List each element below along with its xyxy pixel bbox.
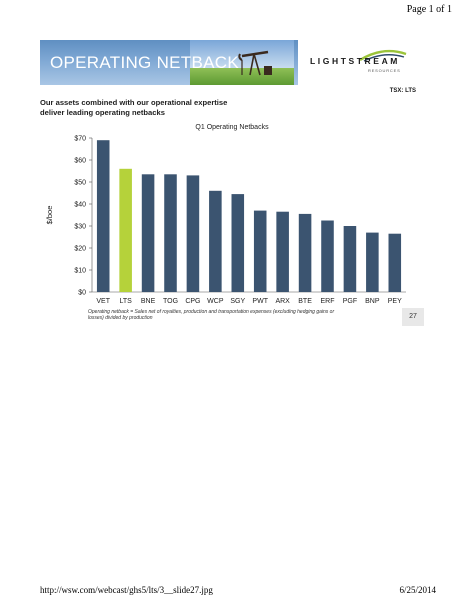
x-tick-label: VET [96, 298, 111, 305]
bar [254, 211, 267, 292]
x-tick-label: BTE [298, 298, 312, 305]
x-tick-label: PGF [342, 298, 358, 305]
bar [389, 234, 402, 292]
slide-number: 27 [402, 308, 424, 326]
x-tick-label: SGY [230, 298, 246, 305]
x-tick-label: BNP [365, 298, 380, 305]
y-axis-label: $/boe [45, 205, 54, 225]
bar [97, 140, 110, 292]
bar [164, 174, 177, 292]
x-tick-label: LTS [119, 298, 132, 305]
bar [142, 174, 155, 292]
x-tick-label: BNE [140, 298, 156, 305]
x-tick-label: CPG [185, 298, 201, 305]
banner-title: OPERATING NETBACK [50, 53, 239, 72]
chart-title: Q1 Operating Netbacks [195, 124, 269, 131]
bar [209, 191, 222, 292]
y-tick-label: $30 [74, 223, 86, 231]
footer-date: 6/25/2014 [399, 585, 436, 595]
y-tick-label: $20 [74, 245, 86, 253]
company-logo [298, 40, 424, 85]
footer-url: http://wsw.com/webcast/ghs5/lts/3__slide27.jpg [40, 585, 213, 595]
pumpjack-icon [238, 48, 278, 76]
bar [232, 194, 245, 292]
y-tick-label: $10 [74, 267, 86, 275]
y-tick-label: $60 [74, 157, 86, 165]
x-tick-label: WCP [207, 298, 224, 305]
bar [299, 214, 312, 292]
y-tick-label: $50 [74, 179, 86, 187]
x-tick-label: ERF [320, 298, 335, 305]
ticker-label: TSX: LTS [389, 88, 416, 94]
slide-subtitle [40, 98, 340, 117]
x-tick-label: PEY [387, 298, 402, 305]
x-tick-label: PWT [252, 298, 268, 305]
slide [40, 38, 424, 338]
x-tick-label: ARX [275, 298, 290, 305]
footnote [88, 309, 358, 322]
footnote-line-2: losses) divided by production [88, 315, 153, 322]
bar-chart [40, 132, 424, 310]
y-tick-label: $40 [74, 201, 86, 209]
bar [276, 212, 289, 292]
bar [187, 175, 200, 292]
bar [321, 221, 334, 293]
subtitle-line-1: Our assets combined with our operational expertise [40, 98, 228, 107]
logo-text: LIGHTSTREAM [310, 56, 400, 66]
page-number-label: Page 1 of 1 [406, 4, 452, 15]
footnote-line-1: Operating netback = Sales net of royalties, production and transportation expenses (excluding hedging gains or [88, 309, 335, 315]
y-tick-label: $0 [78, 289, 86, 297]
y-tick-label: $70 [74, 135, 86, 143]
x-tick-label: TOG [162, 298, 179, 305]
bar [366, 233, 379, 292]
subtitle-line-2: deliver leading operating netbacks [40, 107, 165, 117]
bar [119, 169, 132, 292]
logo-subtext: RESOURCES [368, 68, 401, 73]
bar [344, 226, 357, 292]
